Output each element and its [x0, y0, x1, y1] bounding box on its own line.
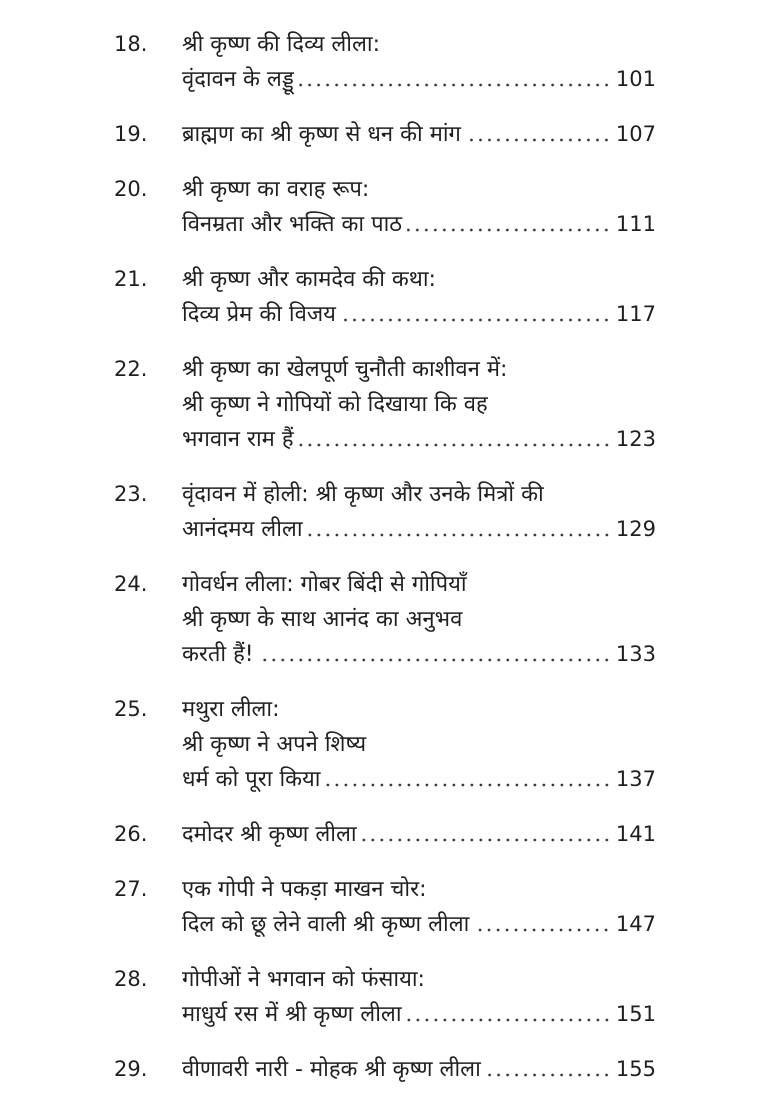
title-text: दमोदर श्री कृष्ण लीला [182, 822, 357, 847]
title-text: श्री कृष्ण की दिव्य लीला: [182, 32, 381, 57]
title-line [182, 727, 656, 762]
title-text: माधुर्य रस में श्री कृष्ण लीला [182, 1002, 402, 1027]
title-line [182, 117, 656, 152]
title-line [182, 872, 656, 907]
page-number: 111 [615, 212, 656, 236]
title-text: एक गोपी ने पकड़ा माखन चोर: [182, 877, 427, 902]
page-number: 155 [615, 1057, 656, 1081]
title-line [182, 1052, 656, 1087]
dot-leader [407, 1017, 611, 1023]
table-of-contents [114, 27, 656, 1107]
title-text: वृंदावन के लड्डू [182, 67, 294, 92]
chapter-number: 23. [114, 482, 148, 506]
title-line [182, 207, 656, 242]
chapter-number: 18. [114, 32, 148, 56]
title-line [182, 62, 656, 97]
toc-entry[interactable] [114, 262, 656, 332]
page-number: 123 [615, 427, 656, 451]
chapter-number: 24. [114, 572, 148, 596]
title-text: श्री कृष्ण और कामदेव की कथा: [182, 267, 436, 292]
title-text: दिव्य प्रेम की विजय [182, 302, 336, 327]
toc-entry[interactable] [114, 962, 656, 1032]
toc-entry[interactable] [114, 817, 656, 852]
chapter-title [182, 692, 656, 797]
dot-leader [299, 442, 611, 448]
title-line [182, 352, 656, 387]
title-text: श्री कृष्ण के साथ आनंद का अनुभव [182, 607, 463, 632]
page-number: 137 [615, 767, 656, 791]
page-number: 107 [615, 122, 656, 146]
title-line [182, 477, 656, 512]
chapter-number: 25. [114, 697, 148, 721]
title-line [182, 762, 656, 797]
title-text: आनंदमय लीला [182, 517, 303, 542]
chapter-number: 21. [114, 267, 148, 291]
chapter-number: 20. [114, 177, 148, 201]
dot-leader [259, 657, 611, 663]
title-text: गोवर्धन लीला: गोबर बिंदी से गोपियाँ [182, 572, 467, 597]
title-line [182, 512, 656, 547]
chapter-title [182, 817, 656, 852]
toc-entry[interactable] [114, 117, 656, 152]
title-text: श्री कृष्ण का वराह रूप: [182, 177, 370, 202]
dot-leader [466, 137, 611, 143]
chapter-number: 19. [114, 122, 148, 146]
chapter-number: 27. [114, 877, 148, 901]
page-number: 147 [615, 912, 656, 936]
title-line [182, 567, 656, 602]
chapter-title [182, 567, 656, 672]
chapter-title [182, 477, 656, 547]
title-text: विनम्रता और भक्ति का पाठ [182, 212, 403, 237]
chapter-title [182, 27, 656, 97]
page-number: 151 [615, 1002, 656, 1026]
title-line [182, 387, 656, 422]
title-line [182, 27, 656, 62]
title-text: धर्म को पूरा किया [182, 767, 321, 792]
title-text: दिल को छू लेने वाली श्री कृष्ण लीला [182, 912, 470, 937]
chapter-number: 26. [114, 822, 148, 846]
title-line [182, 637, 656, 672]
title-line [182, 817, 656, 852]
chapter-title [182, 117, 656, 152]
toc-entry[interactable] [114, 872, 656, 942]
title-line [182, 997, 656, 1032]
toc-entry[interactable] [114, 477, 656, 547]
dot-leader [299, 82, 611, 88]
page-number: 117 [615, 302, 656, 326]
chapter-number: 22. [114, 357, 148, 381]
title-line [182, 907, 656, 942]
title-line [182, 422, 656, 457]
chapter-title [182, 262, 656, 332]
dot-leader [341, 317, 611, 323]
title-text: भगवान राम हैं [182, 427, 294, 452]
title-line [182, 962, 656, 997]
page-number: 129 [615, 517, 656, 541]
title-text: करती हैं! [182, 642, 254, 667]
chapter-title [182, 962, 656, 1032]
title-line [182, 602, 656, 637]
title-line [182, 172, 656, 207]
title-text: मथुरा लीला: [182, 697, 280, 722]
dot-leader [362, 837, 611, 843]
dot-leader [308, 532, 611, 538]
page-number: 133 [615, 642, 656, 666]
title-text: वृंदावन में होली: श्री कृष्ण और उनके मित्रों की [182, 482, 544, 507]
title-line [182, 262, 656, 297]
toc-entry[interactable] [114, 692, 656, 797]
toc-entry[interactable] [114, 1052, 656, 1087]
title-text: श्री कृष्ण ने गोपियों को दिखाया कि वह [182, 392, 488, 417]
title-text: वीणावरी नारी - मोहक श्री कृष्ण लीला [182, 1057, 481, 1082]
chapter-title [182, 872, 656, 942]
title-line [182, 297, 656, 332]
title-text: ब्राह्मण का श्री कृष्ण से धन की मांग [182, 122, 461, 147]
toc-entry[interactable] [114, 172, 656, 242]
dot-leader [326, 782, 611, 788]
chapter-title [182, 352, 656, 457]
title-text: गोपीओं ने भगवान को फंसाया: [182, 967, 425, 992]
page-number: 141 [615, 822, 656, 846]
chapter-title [182, 172, 656, 242]
toc-entry[interactable] [114, 27, 656, 97]
chapter-number: 29. [114, 1057, 148, 1081]
toc-entry[interactable] [114, 567, 656, 672]
chapter-number: 28. [114, 967, 148, 991]
dot-leader [474, 927, 611, 933]
dot-leader [407, 227, 611, 233]
toc-entry[interactable] [114, 352, 656, 457]
title-text: श्री कृष्ण का खेलपूर्ण चुनौती काशीवन में: [182, 357, 508, 382]
title-text: श्री कृष्ण ने अपने शिष्य [182, 732, 367, 757]
dot-leader [486, 1072, 611, 1078]
title-line [182, 692, 656, 727]
chapter-title [182, 1052, 656, 1087]
page-number: 101 [615, 67, 656, 91]
